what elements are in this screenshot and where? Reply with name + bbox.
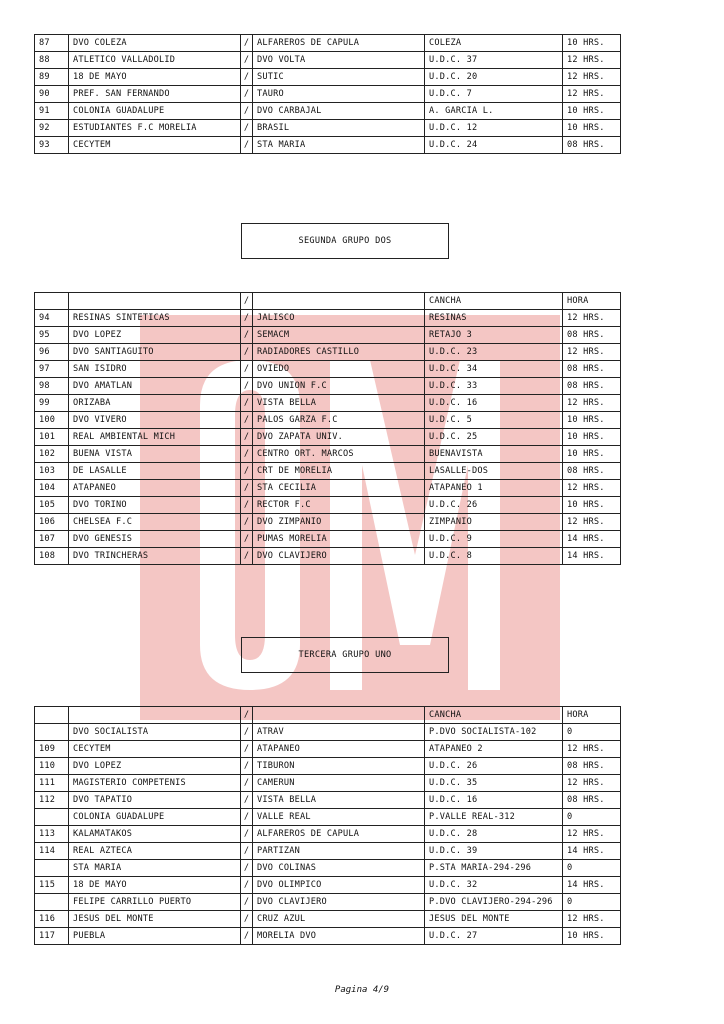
time-cell: 08 HRS. [563, 378, 621, 395]
home-team-cell: DVO SANTIAGUITO [69, 344, 241, 361]
time-cell: 14 HRS. [563, 548, 621, 565]
field-cell: JESUS DEL MONTE [425, 911, 563, 928]
separator-cell: / [241, 35, 253, 52]
away-team-cell: JALISCO [253, 310, 425, 327]
away-team-cell: DVO ZAPATA UNIV. [253, 429, 425, 446]
table-row [35, 843, 621, 860]
time-cell: 10 HRS. [563, 928, 621, 945]
home-team-cell: STA MARIA [69, 860, 241, 877]
away-team-cell: ATAPANEO [253, 741, 425, 758]
field-cell: LASALLE-DOS [425, 463, 563, 480]
away-team-cell: DVO OLIMPICO [253, 877, 425, 894]
table-3-header [35, 707, 621, 724]
away-team-cell: ALFAREROS DE CAPULA [253, 826, 425, 843]
field-cell: ZIMPANIO [425, 514, 563, 531]
time-cell: 12 HRS. [563, 52, 621, 69]
separator-cell: / [241, 429, 253, 446]
table-row [35, 826, 621, 843]
match-number-cell: 91 [35, 103, 69, 120]
home-team-cell: SAN ISIDRO [69, 361, 241, 378]
home-team-cell: ORIZABA [69, 395, 241, 412]
home-team-cell: ATAPANEO [69, 480, 241, 497]
table-row [35, 548, 621, 565]
separator-cell: / [241, 548, 253, 565]
home-team-cell [69, 293, 241, 310]
table-row [35, 412, 621, 429]
field-cell: U.D.C. 20 [425, 69, 563, 86]
away-team-cell: ATRAV [253, 724, 425, 741]
home-team-cell: MAGISTERIO COMPETENIS [69, 775, 241, 792]
field-cell: P.DVO CLAVIJERO-294-296 [425, 894, 563, 911]
home-team-cell: 18 DE MAYO [69, 877, 241, 894]
separator-cell: / [241, 103, 253, 120]
field-cell: CANCHA [425, 293, 563, 310]
time-cell: 12 HRS. [563, 775, 621, 792]
table-row [35, 52, 621, 69]
section-title-segunda-grupo-dos: SEGUNDA GRUPO DOS [241, 223, 449, 259]
separator-cell: / [241, 514, 253, 531]
separator-cell: / [241, 327, 253, 344]
separator-cell: / [241, 412, 253, 429]
time-cell: 12 HRS. [563, 310, 621, 327]
separator-cell: / [241, 52, 253, 69]
table-row [35, 361, 621, 378]
time-cell: HORA [563, 293, 621, 310]
separator-cell: / [241, 361, 253, 378]
away-team-cell: SUTIC [253, 69, 425, 86]
schedule-table-1 [34, 34, 621, 154]
field-cell: U.D.C. 27 [425, 928, 563, 945]
time-cell: 0 [563, 860, 621, 877]
away-team-cell: ALFAREROS DE CAPULA [253, 35, 425, 52]
field-cell: U.D.C. 9 [425, 531, 563, 548]
field-cell: U.D.C. 26 [425, 497, 563, 514]
time-cell: 08 HRS. [563, 361, 621, 378]
field-cell: P.DVO SOCIALISTA-102 [425, 724, 563, 741]
match-number-cell: 112 [35, 792, 69, 809]
home-team-cell: COLONIA GUADALUPE [69, 809, 241, 826]
separator-cell: / [241, 86, 253, 103]
separator-cell: / [241, 707, 253, 724]
field-cell: ATAPANEO 2 [425, 741, 563, 758]
field-cell: U.D.C. 33 [425, 378, 563, 395]
table-row [35, 860, 621, 877]
time-cell: 10 HRS. [563, 120, 621, 137]
table-row [35, 497, 621, 514]
field-cell: U.D.C. 7 [425, 86, 563, 103]
home-team-cell: DVO GENESIS [69, 531, 241, 548]
field-cell: U.D.C. 16 [425, 395, 563, 412]
field-cell: CANCHA [425, 707, 563, 724]
time-cell: HORA [563, 707, 621, 724]
separator-cell: / [241, 463, 253, 480]
table-row [35, 809, 621, 826]
away-team-cell: DVO UNION F.C [253, 378, 425, 395]
field-cell: RESINAS [425, 310, 563, 327]
match-number-cell: 111 [35, 775, 69, 792]
field-cell: BUENAVISTA [425, 446, 563, 463]
away-team-cell: VISTA BELLA [253, 395, 425, 412]
page-footer: Pagina 4/9 [334, 985, 390, 995]
separator-cell: / [241, 741, 253, 758]
time-cell: 08 HRS. [563, 463, 621, 480]
away-team-cell: STA CECILIA [253, 480, 425, 497]
away-team-cell [253, 293, 425, 310]
home-team-cell: RESINAS SINTETICAS [69, 310, 241, 327]
separator-cell: / [241, 497, 253, 514]
separator-cell: / [241, 792, 253, 809]
table-1-body [35, 35, 621, 154]
table-row [35, 514, 621, 531]
away-team-cell: DVO CARBAJAL [253, 103, 425, 120]
match-number-cell: 114 [35, 843, 69, 860]
away-team-cell: RECTOR F.C [253, 497, 425, 514]
match-number-cell: 100 [35, 412, 69, 429]
field-cell: U.D.C. 34 [425, 361, 563, 378]
home-team-cell: 18 DE MAYO [69, 69, 241, 86]
away-team-cell: MORELIA DVO [253, 928, 425, 945]
separator-cell: / [241, 344, 253, 361]
away-team-cell: OVIEDO [253, 361, 425, 378]
away-team-cell: VISTA BELLA [253, 792, 425, 809]
table-row [35, 344, 621, 361]
match-number-cell [35, 809, 69, 826]
home-team-cell: PUEBLA [69, 928, 241, 945]
separator-cell: / [241, 775, 253, 792]
match-number-cell: 93 [35, 137, 69, 154]
table-row [35, 120, 621, 137]
table-2-body [35, 310, 621, 565]
separator-cell: / [241, 69, 253, 86]
match-number-cell: 109 [35, 741, 69, 758]
time-cell: 12 HRS. [563, 514, 621, 531]
home-team-cell: DVO TAPATIO [69, 792, 241, 809]
field-cell: U.D.C. 12 [425, 120, 563, 137]
match-number-cell: 95 [35, 327, 69, 344]
home-team-cell: BUENA VISTA [69, 446, 241, 463]
away-team-cell: DVO CLAVIJERO [253, 548, 425, 565]
field-cell: U.D.C. 5 [425, 412, 563, 429]
section-title-tercera-grupo-uno: TERCERA GRUPO UNO [241, 637, 449, 673]
match-number-cell: 117 [35, 928, 69, 945]
away-team-cell [253, 707, 425, 724]
time-cell: 08 HRS. [563, 758, 621, 775]
separator-cell: / [241, 911, 253, 928]
match-number-cell: 89 [35, 69, 69, 86]
time-cell: 10 HRS. [563, 429, 621, 446]
schedule-table-3 [34, 706, 621, 945]
match-number-cell: 108 [35, 548, 69, 565]
separator-cell: / [241, 310, 253, 327]
match-number-cell: 87 [35, 35, 69, 52]
time-cell: 12 HRS. [563, 826, 621, 843]
match-number-cell: 116 [35, 911, 69, 928]
home-team-cell [69, 707, 241, 724]
home-team-cell: CHELSEA F.C [69, 514, 241, 531]
field-cell: U.D.C. 35 [425, 775, 563, 792]
table-row [35, 429, 621, 446]
match-number-cell: 115 [35, 877, 69, 894]
separator-cell: / [241, 809, 253, 826]
time-cell: 12 HRS. [563, 395, 621, 412]
table-row [35, 531, 621, 548]
away-team-cell: DVO COLINAS [253, 860, 425, 877]
away-team-cell: RADIADORES CASTILLO [253, 344, 425, 361]
home-team-cell: REAL AMBIENTAL MICH [69, 429, 241, 446]
table-row [35, 724, 621, 741]
separator-cell: / [241, 758, 253, 775]
match-number-cell: 90 [35, 86, 69, 103]
home-team-cell: CECYTEM [69, 137, 241, 154]
match-number-cell: 92 [35, 120, 69, 137]
match-number-cell [35, 894, 69, 911]
match-number-cell: 101 [35, 429, 69, 446]
time-cell: 0 [563, 724, 621, 741]
field-cell: P.STA MARIA-294-296 [425, 860, 563, 877]
time-cell: 10 HRS. [563, 446, 621, 463]
away-team-cell: TIBURON [253, 758, 425, 775]
field-cell: A. GARCIA L. [425, 103, 563, 120]
match-number-cell: 104 [35, 480, 69, 497]
time-cell: 08 HRS. [563, 327, 621, 344]
separator-cell: / [241, 724, 253, 741]
time-cell: 12 HRS. [563, 911, 621, 928]
match-number-cell: 103 [35, 463, 69, 480]
table-row [35, 792, 621, 809]
separator-cell: / [241, 826, 253, 843]
table-row [35, 480, 621, 497]
time-cell: 14 HRS. [563, 877, 621, 894]
away-team-cell: PARTIZAN [253, 843, 425, 860]
home-team-cell: DVO AMATLAN [69, 378, 241, 395]
time-cell: 14 HRS. [563, 531, 621, 548]
field-cell: U.D.C. 23 [425, 344, 563, 361]
match-number-cell [35, 707, 69, 724]
table-row [35, 378, 621, 395]
table-row [35, 446, 621, 463]
away-team-cell: DVO VOLTA [253, 52, 425, 69]
field-cell: U.D.C. 32 [425, 877, 563, 894]
away-team-cell: CENTRO ORT. MARCOS [253, 446, 425, 463]
home-team-cell: DVO COLEZA [69, 35, 241, 52]
home-team-cell: ESTUDIANTES F.C MORELIA [69, 120, 241, 137]
time-cell: 12 HRS. [563, 69, 621, 86]
match-number-cell [35, 293, 69, 310]
away-team-cell: CRT DE MORELIA [253, 463, 425, 480]
home-team-cell: REAL AZTECA [69, 843, 241, 860]
field-cell: U.D.C. 39 [425, 843, 563, 860]
time-cell: 12 HRS. [563, 741, 621, 758]
schedule-table-2 [34, 292, 621, 565]
away-team-cell: DVO ZIMPANIO [253, 514, 425, 531]
time-cell: 08 HRS. [563, 792, 621, 809]
table-row [35, 35, 621, 52]
home-team-cell: JESUS DEL MONTE [69, 911, 241, 928]
separator-cell: / [241, 531, 253, 548]
match-number-cell: 113 [35, 826, 69, 843]
field-cell: U.D.C. 24 [425, 137, 563, 154]
separator-cell: / [241, 137, 253, 154]
time-cell: 10 HRS. [563, 412, 621, 429]
time-cell: 10 HRS. [563, 497, 621, 514]
field-cell: U.D.C. 37 [425, 52, 563, 69]
table-row [35, 86, 621, 103]
field-cell: U.D.C. 26 [425, 758, 563, 775]
home-team-cell: FELIPE CARRILLO PUERTO [69, 894, 241, 911]
home-team-cell: DVO VIVERO [69, 412, 241, 429]
field-cell: U.D.C. 16 [425, 792, 563, 809]
time-cell: 12 HRS. [563, 86, 621, 103]
separator-cell: / [241, 378, 253, 395]
home-team-cell: DVO TORINO [69, 497, 241, 514]
home-team-cell: DVO LOPEZ [69, 758, 241, 775]
field-cell: COLEZA [425, 35, 563, 52]
separator-cell: / [241, 395, 253, 412]
separator-cell: / [241, 928, 253, 945]
home-team-cell: CECYTEM [69, 741, 241, 758]
separator-cell: / [241, 894, 253, 911]
time-cell: 0 [563, 894, 621, 911]
home-team-cell: DVO SOCIALISTA [69, 724, 241, 741]
match-number-cell: 107 [35, 531, 69, 548]
table-row [35, 395, 621, 412]
time-cell: 10 HRS. [563, 103, 621, 120]
home-team-cell: DVO LOPEZ [69, 327, 241, 344]
away-team-cell: PUMAS MORELIA [253, 531, 425, 548]
table-2-header [35, 293, 621, 310]
separator-cell: / [241, 877, 253, 894]
table-header-row [35, 293, 621, 310]
match-number-cell: 98 [35, 378, 69, 395]
table-row [35, 310, 621, 327]
field-cell: RETAJO 3 [425, 327, 563, 344]
home-team-cell: PREF. SAN FERNANDO [69, 86, 241, 103]
separator-cell: / [241, 480, 253, 497]
match-number-cell: 94 [35, 310, 69, 327]
time-cell: 10 HRS. [563, 35, 621, 52]
table-row [35, 741, 621, 758]
away-team-cell: CAMERUN [253, 775, 425, 792]
time-cell: 0 [563, 809, 621, 826]
table-row [35, 463, 621, 480]
home-team-cell: KALAMATAKOS [69, 826, 241, 843]
separator-cell: / [241, 293, 253, 310]
table-row [35, 758, 621, 775]
away-team-cell: DVO CLAVIJERO [253, 894, 425, 911]
match-number-cell [35, 724, 69, 741]
match-number-cell: 110 [35, 758, 69, 775]
home-team-cell: ATLETICO VALLADOLID [69, 52, 241, 69]
table-row [35, 877, 621, 894]
separator-cell: / [241, 843, 253, 860]
time-cell: 08 HRS. [563, 137, 621, 154]
match-number-cell: 96 [35, 344, 69, 361]
table-row [35, 69, 621, 86]
table-row [35, 775, 621, 792]
match-number-cell: 106 [35, 514, 69, 531]
field-cell: U.D.C. 28 [425, 826, 563, 843]
match-number-cell: 102 [35, 446, 69, 463]
time-cell: 12 HRS. [563, 344, 621, 361]
away-team-cell: VALLE REAL [253, 809, 425, 826]
home-team-cell: COLONIA GUADALUPE [69, 103, 241, 120]
home-team-cell: DE LASALLE [69, 463, 241, 480]
table-row [35, 911, 621, 928]
separator-cell: / [241, 446, 253, 463]
match-number-cell: 99 [35, 395, 69, 412]
away-team-cell: TAURO [253, 86, 425, 103]
table-3-body [35, 724, 621, 945]
away-team-cell: PALOS GARZA F.C [253, 412, 425, 429]
time-cell: 14 HRS. [563, 843, 621, 860]
match-number-cell: 105 [35, 497, 69, 514]
match-number-cell: 88 [35, 52, 69, 69]
field-cell: U.D.C. 8 [425, 548, 563, 565]
separator-cell: / [241, 120, 253, 137]
table-row [35, 103, 621, 120]
table-header-row [35, 707, 621, 724]
time-cell: 12 HRS. [563, 480, 621, 497]
field-cell: P.VALLE REAL-312 [425, 809, 563, 826]
table-row [35, 137, 621, 154]
away-team-cell: SEMACM [253, 327, 425, 344]
separator-cell: / [241, 860, 253, 877]
table-row [35, 928, 621, 945]
field-cell: ATAPANEO 1 [425, 480, 563, 497]
match-number-cell: 97 [35, 361, 69, 378]
field-cell: U.D.C. 25 [425, 429, 563, 446]
match-number-cell [35, 860, 69, 877]
table-row [35, 327, 621, 344]
away-team-cell: CRUZ AZUL [253, 911, 425, 928]
table-row [35, 894, 621, 911]
home-team-cell: DVO TRINCHERAS [69, 548, 241, 565]
away-team-cell: BRASIL [253, 120, 425, 137]
away-team-cell: STA MARIA [253, 137, 425, 154]
